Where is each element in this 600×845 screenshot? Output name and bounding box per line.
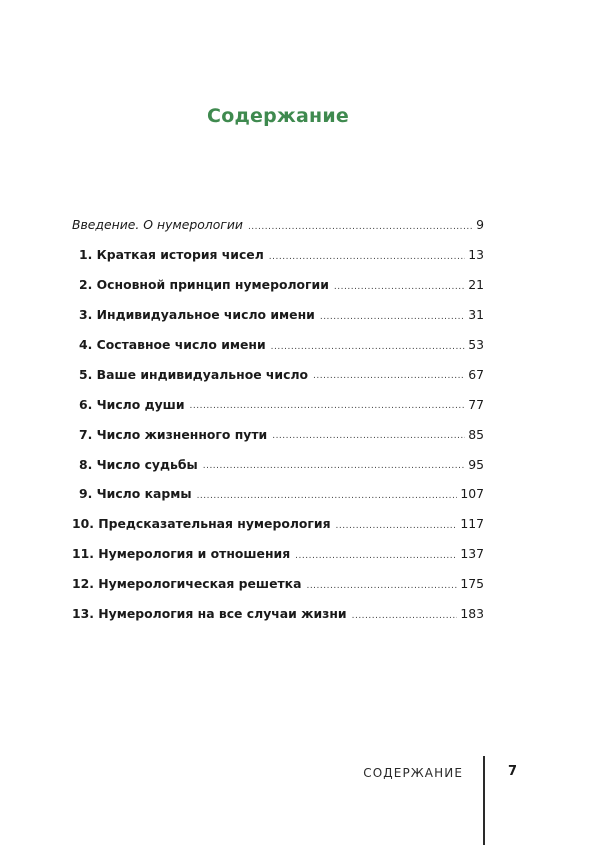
dot-leader <box>269 252 465 262</box>
toc-entry-page: 95 <box>468 456 484 472</box>
toc-entry-title: Введение. О нумерологии <box>72 217 243 233</box>
dot-leader <box>336 521 458 531</box>
toc-entry-page: 31 <box>468 307 484 323</box>
toc-entry-title: 8. Число судьбы <box>79 456 198 472</box>
toc-entry <box>72 539 484 569</box>
dot-leader <box>190 401 466 411</box>
dot-leader <box>271 342 466 352</box>
toc-entry-title: 7. Число жизненного пути <box>79 426 268 442</box>
toc-entry-page: 175 <box>460 576 484 592</box>
dot-leader <box>295 551 457 561</box>
toc-entry <box>72 569 484 599</box>
footer-divider <box>483 756 485 845</box>
dot-leader <box>313 371 465 381</box>
toc-entry-title: 5. Ваше индивидуальное число <box>79 366 309 382</box>
dot-leader <box>203 461 466 471</box>
dot-leader <box>334 282 465 292</box>
toc-entry-page: 21 <box>468 277 484 293</box>
toc-entry-title: 6. Число души <box>79 396 185 412</box>
page-number: 7 <box>508 764 518 779</box>
dot-leader <box>248 222 473 232</box>
toc-entry-title: 4. Составное число имени <box>79 337 266 352</box>
toc-entry-page: 9 <box>476 217 484 233</box>
toc-entry-title: 2. Основной принцип нумерологии <box>79 277 329 293</box>
toc-entry-title: 10. Предсказательная нумерология <box>72 516 331 532</box>
toc-entry <box>72 270 484 300</box>
toc-entry <box>72 509 484 539</box>
toc-entry <box>72 599 484 629</box>
toc-entry-page: 137 <box>460 546 484 562</box>
dot-leader <box>197 491 458 501</box>
toc-entry <box>72 210 484 240</box>
toc-entry <box>72 240 484 270</box>
toc-entry-page: 77 <box>468 396 484 412</box>
dot-leader <box>352 611 458 621</box>
toc-entry-title: 9. Число кармы <box>79 486 192 502</box>
running-head: СОДЕРЖАНИЕ <box>363 766 463 780</box>
toc-entry-page: 53 <box>468 337 484 352</box>
toc-entry-page: 117 <box>460 516 484 532</box>
toc-entry <box>72 330 484 360</box>
toc-entry-page: 183 <box>460 606 484 622</box>
dot-leader <box>272 431 465 441</box>
toc-entry <box>72 419 484 449</box>
toc-entry-title: 1. Краткая история чисел <box>79 247 264 263</box>
toc-entry <box>72 300 484 330</box>
dot-leader <box>320 312 465 322</box>
toc-entry-page: 67 <box>468 366 484 382</box>
toc-entry-title: 12. Нумерологическая решетка <box>72 576 302 592</box>
toc-entry-page: 13 <box>468 247 484 263</box>
toc-entry <box>72 359 484 389</box>
toc-entry-title: 13. Нумерология на все случаи жизни <box>72 606 347 622</box>
dot-leader <box>306 581 457 591</box>
page-title: Содержание <box>207 105 349 127</box>
toc-entry-page: 85 <box>468 426 484 442</box>
toc-entry <box>72 479 484 509</box>
toc-entry <box>72 389 484 419</box>
toc-entry-page: 107 <box>460 486 484 502</box>
toc-entry <box>72 449 484 479</box>
toc-entry-title: 11. Нумерология и отношения <box>72 546 291 562</box>
toc-entry-title: 3. Индивидуальное число имени <box>79 307 315 323</box>
table-of-contents <box>72 210 484 628</box>
